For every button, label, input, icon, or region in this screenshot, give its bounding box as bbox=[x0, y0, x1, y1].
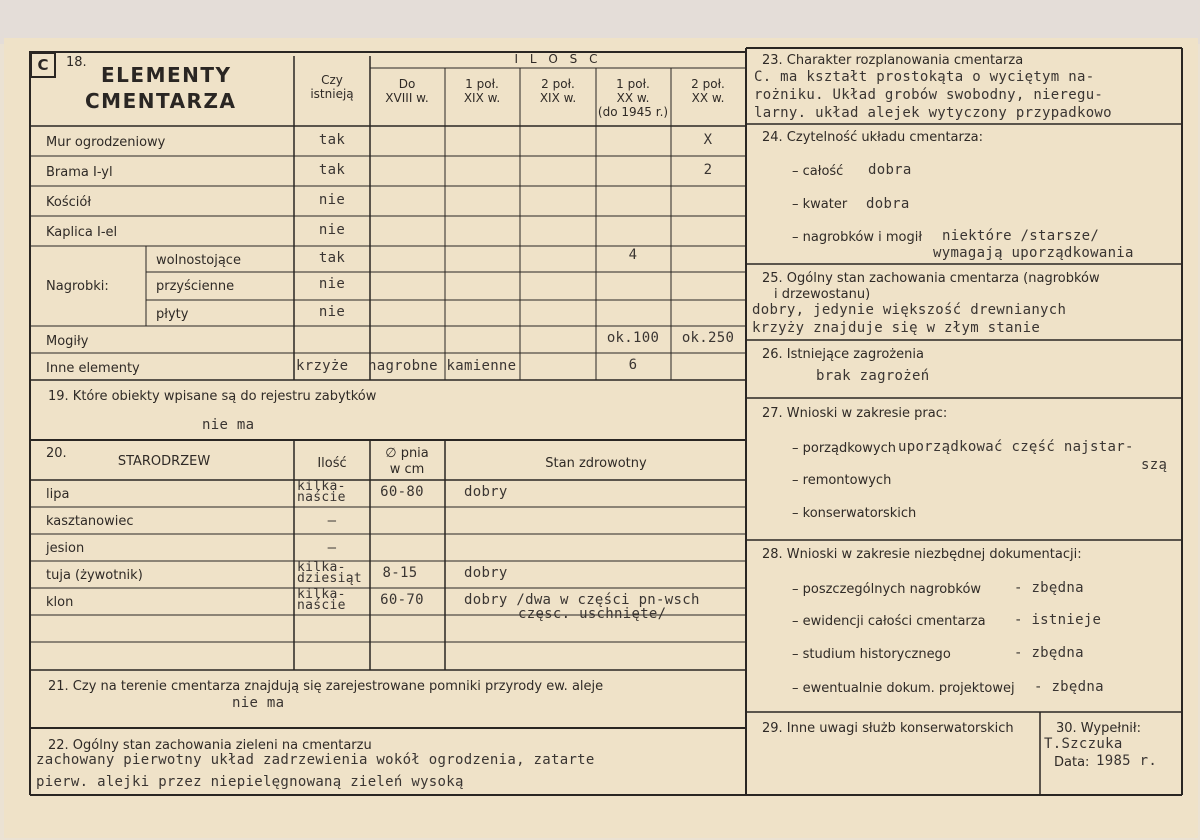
s22-label: 22. Ogólny stan zachowania zieleni na cmentarzu bbox=[48, 738, 372, 753]
s23-line2: rożniku. Układ grobów swobodny, nieregu- bbox=[754, 87, 1104, 103]
nagrobki-row-2-label: przyścienne bbox=[156, 279, 235, 294]
s18-title-line1: ELEMENTY bbox=[101, 63, 232, 87]
nagrobki-label: Nagrobki: bbox=[46, 279, 109, 294]
s28-item-1-label: – poszczególnych nagrobków bbox=[792, 582, 982, 597]
s24-value-line2: wymagają uporządkowania bbox=[933, 245, 1134, 261]
mogily-qty-5: ok.250 bbox=[681, 330, 735, 346]
element-row-3-label: Kościół bbox=[46, 195, 92, 210]
tree-row-4-health: dobry bbox=[464, 565, 508, 581]
mogily-label: Mogiły bbox=[46, 334, 89, 349]
nagrobki-row-1-exists: tak bbox=[318, 250, 346, 266]
nagrobki-row-1-qty-4: 4 bbox=[628, 247, 638, 263]
inne-exists: krzyże bbox=[296, 358, 349, 374]
s27-item-1-value: uporządkować część najstar- bbox=[898, 439, 1134, 455]
col-quantity-header: I L O Ś Ć bbox=[514, 52, 602, 66]
period-4-line1: 1 poł. bbox=[616, 77, 650, 91]
s22-line1: zachowany pierwotny układ zadrzewienia wokół ogrodzenia, zatarte bbox=[36, 752, 595, 768]
nagrobki-row-3-label: płyty bbox=[156, 307, 189, 322]
nagrobki-row-1-label: wolnostojące bbox=[156, 253, 241, 268]
s24-item-1-value: dobra bbox=[868, 162, 912, 178]
element-row-1-qty-5: X bbox=[703, 132, 713, 148]
period-3-line1: 2 poł. bbox=[541, 77, 575, 91]
s28-item-3-label: – studium historycznego bbox=[792, 647, 951, 662]
s27-value-line2: szą bbox=[1141, 457, 1168, 473]
period-5-line2: XX w. bbox=[691, 91, 725, 105]
period-4-line3: (do 1945 r.) bbox=[597, 105, 669, 119]
s18-title-line2: CMENTARZA bbox=[85, 89, 237, 113]
tree-row-5-qty-line1: kilka- bbox=[297, 587, 346, 602]
s26-label: 26. Istniejące zagrożenia bbox=[762, 347, 924, 362]
s20-title: STARODRZEW bbox=[117, 454, 211, 469]
s28-item-4-value: - zbędna bbox=[1034, 679, 1104, 695]
s20-col-qty: Ilość bbox=[317, 456, 347, 471]
s20-col-diam-line1: ∅ pnia bbox=[385, 446, 429, 461]
tree-row-5-diam: 60-70 bbox=[380, 592, 424, 608]
s21-value: nie ma bbox=[232, 695, 285, 711]
element-row-1-exists: tak bbox=[318, 132, 346, 148]
tree-row-2-qty: – bbox=[327, 513, 337, 529]
s27-item-2-label: – remontowych bbox=[792, 473, 892, 488]
s25-label-line1: 25. Ogólny stan zachowania cmentarza (nagrobków bbox=[762, 271, 1100, 286]
period-4-line2: XX w. bbox=[616, 91, 650, 105]
s30-date-label: Data: bbox=[1054, 755, 1090, 770]
tree-row-4-name: tuja (żywotnik) bbox=[46, 568, 143, 583]
s29-label: 29. Inne uwagi służb konserwatorskich bbox=[762, 721, 1014, 736]
tree-row-5-health: dobry /dwa w części pn-wsch bbox=[464, 592, 700, 608]
element-row-2-qty-5: 2 bbox=[703, 162, 713, 178]
s23-line3: larny. układ alejek wytyczony przypadkowo bbox=[754, 105, 1112, 121]
s28-item-2-label: – ewidencji całości cmentarza bbox=[792, 614, 986, 629]
tree-row-3-name: jesion bbox=[46, 541, 85, 556]
tree-row-5-health-line2: częsc. uschnięte/ bbox=[518, 606, 667, 622]
tree-row-1-diam: 60-80 bbox=[380, 484, 424, 500]
s25-line2: krzyży znajduje się w złym stanie bbox=[752, 320, 1041, 336]
tree-row-1-qty-line1: kilka- bbox=[297, 479, 346, 494]
element-row-2-label: Brama I-yl bbox=[46, 165, 113, 180]
s30-label: 30. Wypełnił: bbox=[1056, 721, 1141, 736]
s28-label: 28. Wnioski w zakresie niezbędnej dokumentacji: bbox=[762, 547, 1082, 562]
tree-row-5-name: klon bbox=[46, 595, 74, 610]
period-3-line2: XIX w. bbox=[539, 91, 577, 105]
s24-item-2-value: dobra bbox=[866, 196, 910, 212]
s24-label: 24. Czytelność układu cmentarza: bbox=[762, 130, 984, 145]
element-row-2-exists: tak bbox=[318, 162, 346, 178]
element-row-4-label: Kaplica I-el bbox=[46, 225, 118, 240]
element-row-1-label: Mur ogrodzeniowy bbox=[46, 135, 166, 150]
s27-item-1-label: – porządkowych bbox=[792, 441, 896, 456]
s26-value: brak zagrożeń bbox=[816, 368, 930, 384]
s25-line1: dobry, jedynie większość drewnianych bbox=[752, 302, 1067, 318]
s24-item-2-label: – kwater bbox=[792, 197, 848, 212]
s21-label: 21. Czy na terenie cmentarza znajdują się zarejestrowane pomniki przyrody ew. aleje bbox=[48, 679, 604, 694]
inne-extra: nagrobne kamienne bbox=[368, 358, 517, 374]
s19-label: 19. Które obiekty wpisane są do rejestru zabytków bbox=[48, 389, 377, 404]
s23-line1: C. ma kształt prostokąta o wyciętym na- bbox=[754, 69, 1095, 85]
s24-item-1-label: – całość bbox=[792, 164, 844, 179]
tree-row-1-qty-line2: naście bbox=[297, 490, 346, 505]
tree-row-4-diam: 8-15 bbox=[382, 565, 418, 581]
period-2-line1: 1 poł. bbox=[465, 77, 499, 91]
s28-item-3-value: - zbędna bbox=[1014, 645, 1084, 661]
s27-item-3-label: – konserwatorskich bbox=[792, 506, 917, 521]
s20-col-health: Stan zdrowotny bbox=[545, 456, 647, 471]
s24-item-3-label: – nagrobków i mogił bbox=[792, 230, 923, 245]
mogily-qty-4: ok.100 bbox=[606, 330, 660, 346]
s19-value: nie ma bbox=[202, 417, 255, 433]
s30-name: T.Szczuka bbox=[1044, 736, 1123, 752]
s28-item-2-value: - istnieje bbox=[1014, 612, 1102, 628]
col-exists-line1: Czy bbox=[321, 73, 343, 87]
s28-item-4-label: – ewentualnie dokum. projektowej bbox=[792, 681, 1015, 696]
s30-date-value: 1985 r. bbox=[1096, 753, 1158, 769]
s23-label: 23. Charakter rozplanowania cmentarza bbox=[762, 53, 1024, 68]
period-2-line2: XIX w. bbox=[463, 91, 501, 105]
tree-row-1-health: dobry bbox=[464, 484, 508, 500]
nagrobki-row-2-exists: nie bbox=[318, 276, 346, 292]
s28-item-1-value: - zbędna bbox=[1014, 580, 1084, 596]
inne-label: Inne elementy bbox=[46, 361, 140, 376]
tree-row-2-name: kasztanowiec bbox=[46, 514, 134, 529]
s20-number: 20. bbox=[46, 446, 67, 461]
tree-row-5-qty-line2: naście bbox=[297, 598, 346, 613]
tree-row-1-name: lipa bbox=[46, 487, 70, 502]
tree-row-3-qty: – bbox=[327, 540, 337, 556]
s22-line2: pierw. alejki przez niepielęgnowaną zieleń wysoką bbox=[36, 774, 464, 790]
corner-letter-box: C bbox=[30, 52, 56, 78]
period-1-line1: Do bbox=[398, 77, 416, 91]
s24-item-3-value: niektóre /starsze/ bbox=[942, 228, 1100, 244]
period-5-line1: 2 poł. bbox=[691, 77, 725, 91]
tree-row-4-qty-line2: dziesiąt bbox=[297, 571, 363, 586]
col-exists-line2: istnieją bbox=[310, 87, 354, 101]
element-row-3-exists: nie bbox=[318, 192, 346, 208]
nagrobki-row-3-exists: nie bbox=[318, 304, 346, 320]
s20-col-diam-line2: w cm bbox=[389, 462, 425, 477]
inne-qty-4: 6 bbox=[628, 357, 638, 373]
s18-number: 18. bbox=[66, 55, 87, 70]
element-row-4-exists: nie bbox=[318, 222, 346, 238]
tree-row-4-qty-line1: kilka- bbox=[297, 560, 346, 575]
s25-label-line2: i drzewostanu) bbox=[774, 287, 871, 302]
s27-label: 27. Wnioski w zakresie prac: bbox=[762, 406, 948, 421]
period-1-line2: XVIII w. bbox=[385, 91, 429, 105]
